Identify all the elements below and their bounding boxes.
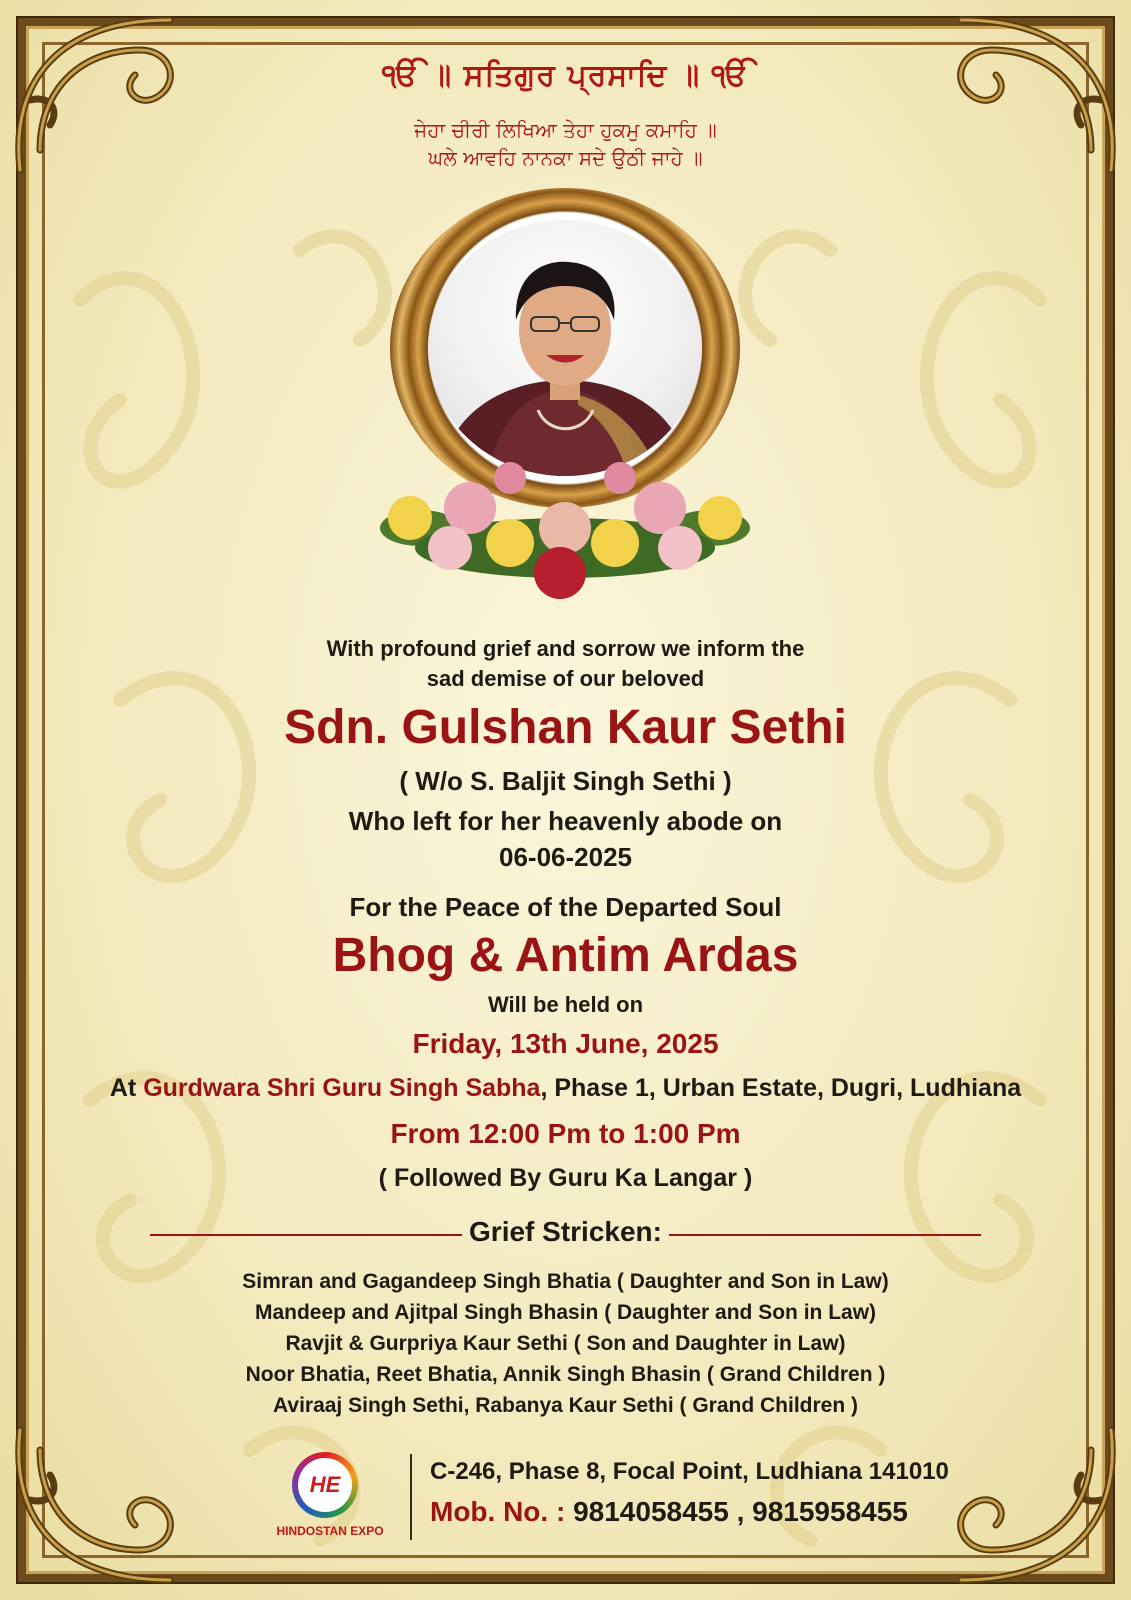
- logo-mark: HE: [309, 1472, 341, 1497]
- grief-stricken-title: Grief Stricken:: [469, 1216, 662, 1247]
- venue-line: [0, 1074, 1131, 1103]
- mobile-numbers: 9814058455 , 9815958455: [573, 1496, 908, 1527]
- grief-stricken-header: [150, 1216, 981, 1252]
- family-list: [0, 1266, 1131, 1421]
- logo-company-name: HINDOSTAN EXPO: [276, 1524, 384, 1538]
- family-member: Aviraaj Singh Sethi, Rabanya Kaur Sethi ( Grand Children ): [273, 1394, 858, 1417]
- langar-line: ( Followed By Guru Ka Langar ): [378, 1164, 753, 1192]
- venue-address: , Phase 1, Urban Estate, Dugri, Ludhiana: [540, 1074, 1022, 1102]
- gurbani-verse-line-1: ਜੇਹਾ ਚੀਰੀ ਲਿਖਿਆ ਤੇਹਾ ਹੁਕਮੁ ਕਮਾਹਿ ॥: [414, 118, 717, 142]
- family-member: Mandeep and Ajitpal Singh Bhasin ( Daughter and Son in Law): [254, 1301, 877, 1324]
- mool-mantar-heading: ੴ ॥ ਸਤਿਗੁਰ ਪ੍ਰਸਾਦਿ ॥ ੴ: [381, 58, 750, 93]
- footer-divider: [410, 1454, 412, 1540]
- event-title: Bhog & Antim Ardas: [332, 929, 799, 982]
- venue-name: Gurdwara Shri Guru Singh Sabha: [143, 1074, 541, 1102]
- intro-line-2: sad demise of our beloved: [426, 666, 705, 691]
- family-member: Noor Bhatia, Reet Bhatia, Annik Singh Bhasin ( Grand Children ): [245, 1363, 886, 1386]
- family-member: Ravjit & Gurpriya Kaur Sethi ( Son and Daughter in Law): [285, 1332, 846, 1355]
- mobile-label: Mob. No. :: [430, 1496, 574, 1527]
- event-date: Friday, 13th June, 2025: [412, 1028, 719, 1059]
- peace-line: For the Peace of the Departed Soul: [349, 892, 782, 922]
- intro-line-1: With profound grief and sorrow we inform the: [326, 636, 805, 661]
- family-member: Simran and Gagandeep Singh Bhatia ( Daughter and Son in Law): [242, 1270, 889, 1293]
- hindostan-expo-logo: [260, 1448, 400, 1544]
- sponsor-mobile: [430, 1496, 908, 1528]
- held-on-line: Will be held on: [487, 992, 644, 1017]
- date-of-demise: 06-06-2025: [499, 842, 632, 872]
- sponsor-footer: [260, 1448, 949, 1544]
- divider-right: [669, 1234, 981, 1236]
- floral-arrangement: [360, 438, 770, 618]
- sponsor-address: C-246, Phase 8, Focal Point, Ludhiana 141010: [430, 1458, 949, 1485]
- relation-line: ( W/o S. Baljit Singh Sethi ): [399, 766, 732, 796]
- venue-prefix: At: [109, 1074, 144, 1102]
- deceased-name: Sdn. Gulshan Kaur Sethi: [284, 701, 847, 754]
- logo-center: [298, 1458, 352, 1512]
- heavenly-abode-line: Who left for her heavenly abode on: [348, 806, 783, 836]
- event-time: From 12:00 Pm to 1:00 Pm: [390, 1118, 741, 1149]
- logo-ring: [292, 1452, 358, 1518]
- portrait-frame: [390, 188, 740, 618]
- gurbani-verse-line-2: ਘਲੇ ਆਵਹਿ ਨਾਨਕਾ ਸਦੇ ਉਠੀ ਜਾਹੇ ॥: [428, 146, 703, 170]
